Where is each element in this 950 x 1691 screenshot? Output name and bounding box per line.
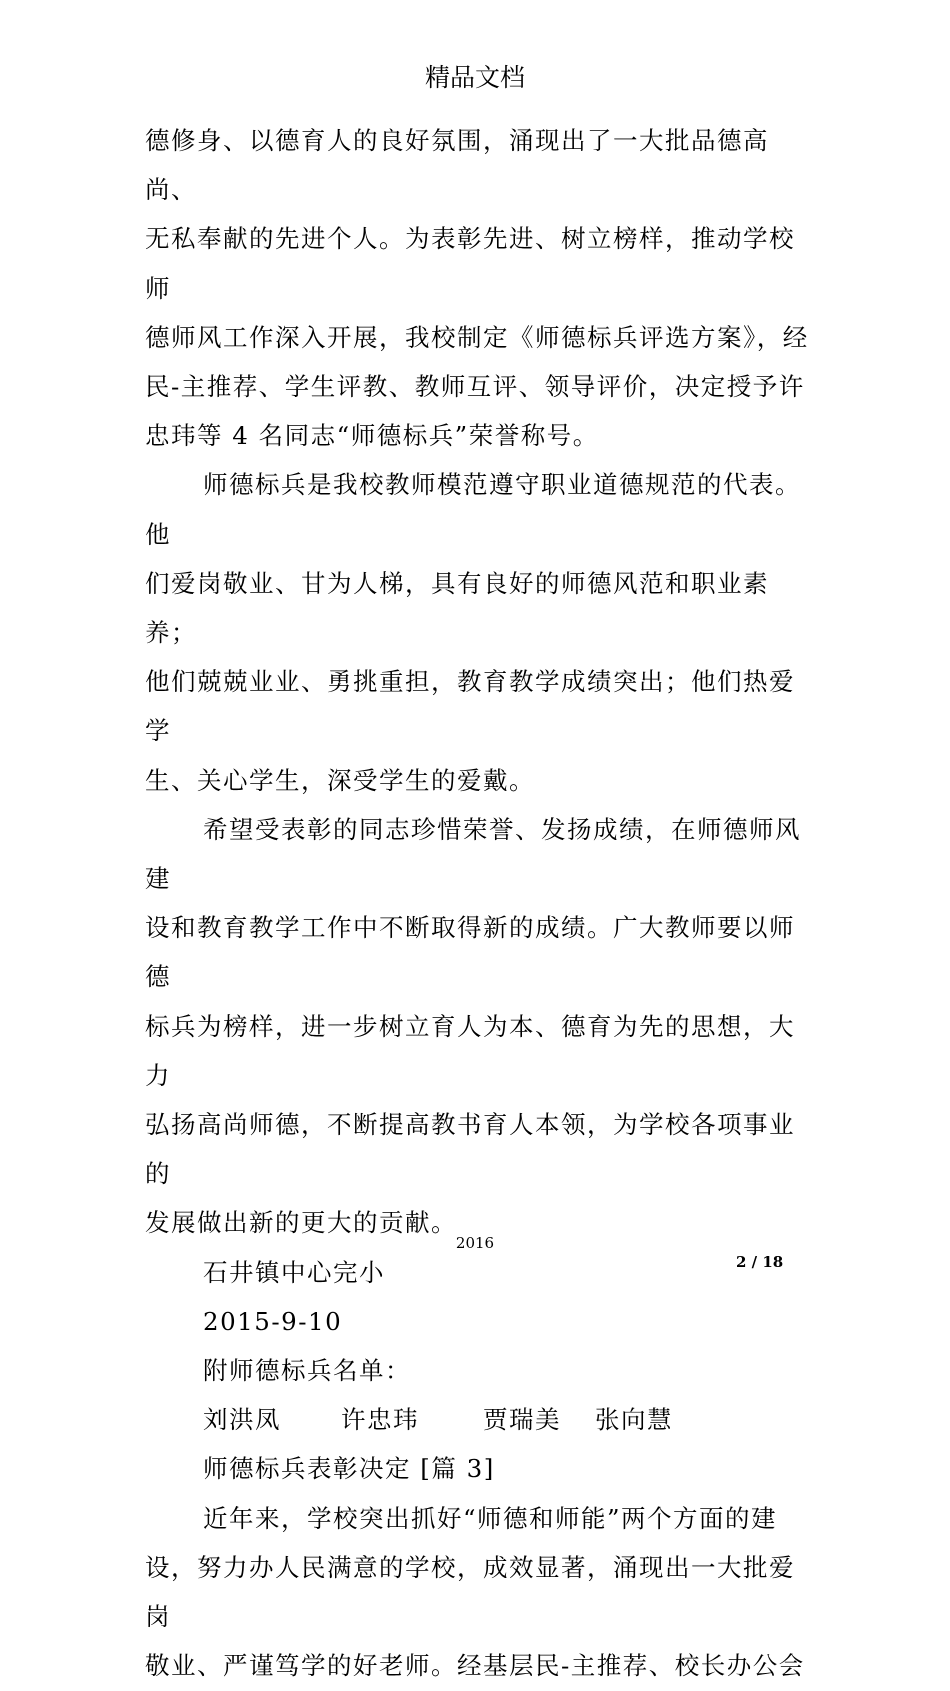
paragraph-line: 标兵为榜样，进一步树立育人为本、德育为先的思想，大力: [145, 1011, 795, 1090]
document-header-title: 精品文档: [424, 63, 525, 92]
paragraph-line: 他们兢兢业业、勇挑重担，教育教学成绩突出；他们热爱学: [145, 667, 795, 746]
names-list: [145, 1395, 815, 1444]
name-item: 张向慧: [595, 1405, 673, 1435]
name-item: 贾瑞美: [483, 1405, 561, 1435]
paragraph-line: 民-主推荐、学生评教、教师互评、领导评价，决定授予许: [145, 372, 805, 402]
paragraph-line: 无私奉献的先进个人。为表彰先进、树立榜样，推动学校师: [145, 224, 795, 303]
footer-year: 2016: [455, 1234, 495, 1252]
signature-line: 石井镇中心完小: [203, 1257, 385, 1287]
paragraph-line: 希望受表彰的同志珍惜荣誉、发扬成绩，在师德师风建: [145, 814, 801, 894]
paragraph-line: 设和教育教学工作中不断取得新的成绩。广大教师要以师德: [145, 913, 795, 992]
list-title: 附师德标兵名单：: [203, 1356, 411, 1386]
paragraph-line: 设，努力办人民满意的学校，成效显著，涌现出一大批爱岗: [145, 1552, 795, 1632]
name-item: 许忠玮: [341, 1405, 419, 1435]
paragraph-line: 忠玮等 4 名同志“师德标兵”荣誉称号。: [145, 421, 599, 451]
paragraph-line: 德修身、以德育人的良好氛围，涌现出了一大批品德高尚、: [145, 126, 769, 205]
paragraph-line: 近年来，学校突出抓好“师德和师能”两个方面的建: [203, 1503, 778, 1533]
paragraph-line: 生、关心学生，深受学生的爱戴。: [145, 765, 535, 795]
paragraph-line: 师德标兵是我校教师模范遵守职业道德规范的代表。他: [145, 470, 801, 549]
paragraph-line: 弘扬高尚师德，不断提高教书育人本领，为学校各项事业的: [145, 1110, 795, 1189]
paragraph-line: 敬业、严谨笃学的好老师。经基层民-主推荐、校长办公会: [145, 1651, 805, 1681]
date-line: 2015-9-10: [203, 1306, 343, 1336]
page-number: 2 / 18: [736, 1253, 784, 1271]
paragraph-line: 们爱岗敬业、甘为人梯，具有良好的师德风范和职业素养；: [145, 568, 769, 648]
section-title: 师德标兵表彰决定 [篇 3]: [203, 1454, 495, 1484]
name-item: 刘洪凤: [203, 1405, 281, 1435]
paragraph-line: 德师风工作深入开展，我校制定《师德标兵评选方案》，经: [145, 322, 809, 352]
document-body: [145, 116, 815, 1691]
paragraph-line: 发展做出新的更大的贡献。: [145, 1208, 457, 1238]
